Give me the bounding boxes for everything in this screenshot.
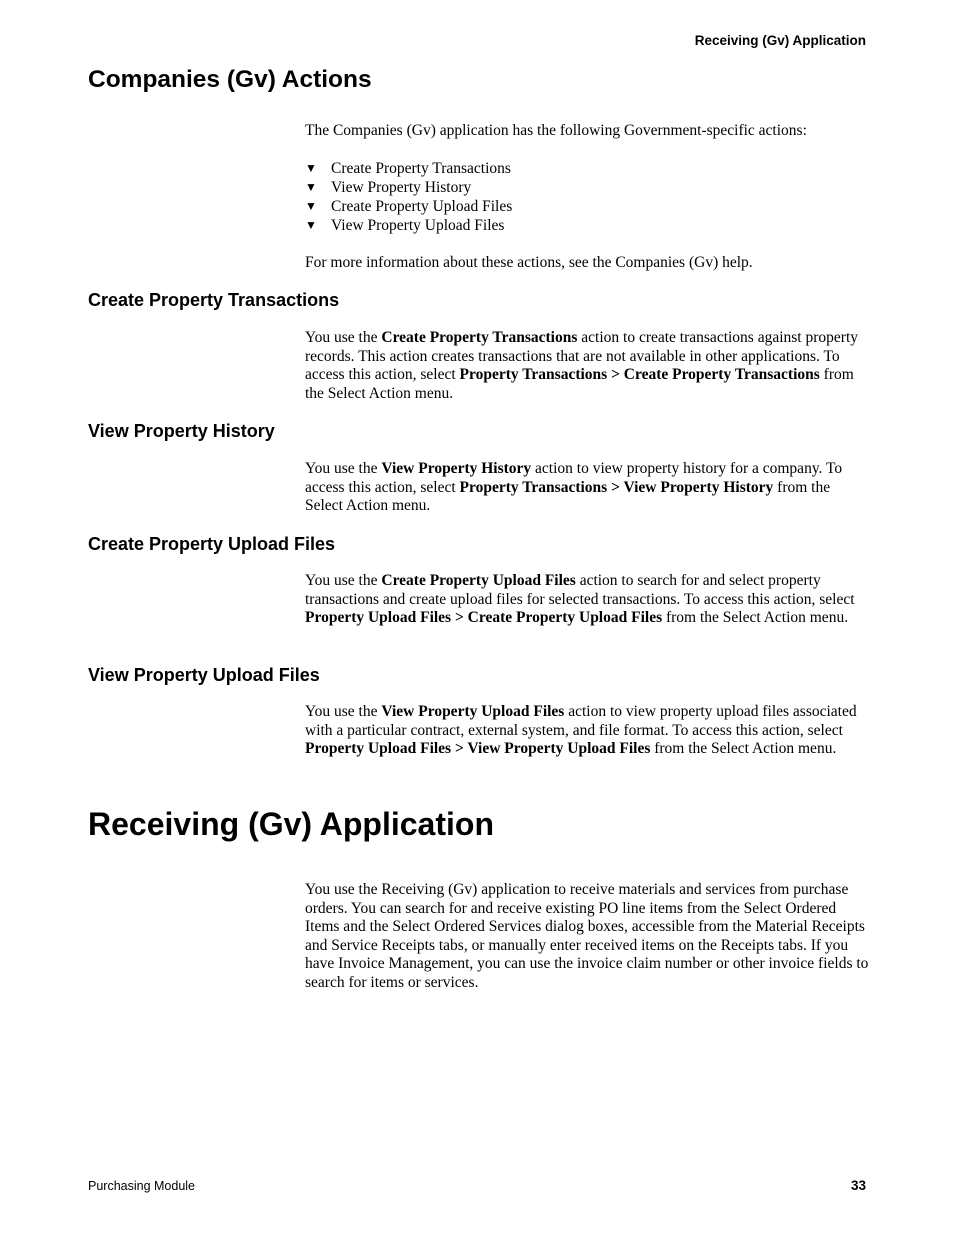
triangle-bullet-icon: ▼	[305, 199, 317, 213]
section-title-companies-actions: Companies (Gv) Actions	[88, 66, 372, 93]
list-item	[305, 178, 512, 197]
list-item	[305, 197, 512, 216]
running-header: Receiving (Gv) Application	[694, 33, 866, 48]
actions-bullet-list	[305, 159, 512, 235]
footer-module-name: Purchasing Module	[88, 1179, 196, 1193]
list-item	[305, 216, 512, 235]
create-transactions-paragraph: You use the Create Property Transactions action to create transactions against property records. This action creates transactions that are not available in other applications. To access this action, select Property Transactions > Create Property Transactions from the Select Action menu.	[305, 329, 859, 402]
receiving-paragraph: You use the Receiving (Gv) application to receive materials and services from purchase orders. You can search for and receive existing PO line items from the Select Ordered Items and the Select Ordered Services dialog boxes, accessible from the Material Receipts and Service Receipts tabs, or manually enter received items on the Receipts tabs. If you have Invoice Management, you can use the invoice claim number or other invoice fields to search for items or services.	[305, 881, 869, 991]
list-item	[305, 159, 512, 178]
list-item-text: View Property Upload Files	[331, 217, 505, 234]
triangle-bullet-icon: ▼	[305, 180, 317, 194]
triangle-bullet-icon: ▼	[305, 161, 317, 175]
intro-paragraph: The Companies (Gv) application has the following Government-specific actions:	[305, 122, 807, 139]
heading-view-property-history: View Property History	[88, 421, 275, 441]
heading-view-property-upload-files: View Property Upload Files	[88, 665, 320, 685]
outro-paragraph: For more information about these actions, see the Companies (Gv) help.	[305, 254, 753, 271]
view-history-paragraph: You use the View Property History action to view property history for a company. To access this action, select Property Transactions > View Property History from the Select Action menu.	[305, 460, 843, 515]
footer-page-number: 33	[850, 1178, 866, 1193]
chapter-title-receiving: Receiving (Gv) Application	[88, 806, 494, 842]
triangle-bullet-icon: ▼	[305, 218, 317, 232]
list-item-text: Create Property Transactions	[331, 160, 511, 177]
view-upload-paragraph: You use the View Property Upload Files action to view property upload files associated with a particular contract, external system, and file format. To access this action, select Property Upload Files > View Property Upload Files from the Select Action menu.	[305, 703, 857, 758]
heading-create-property-transactions: Create Property Transactions	[88, 290, 340, 310]
create-upload-paragraph: You use the Create Property Upload Files action to search for and select property transactions and create upload files for selected transactions. To access this action, select Property Upload Files > Create Property Upload Files from the Select Action menu.	[305, 572, 855, 627]
list-item-text: Create Property Upload Files	[331, 198, 513, 215]
heading-create-property-upload-files: Create Property Upload Files	[88, 534, 336, 554]
list-item-text: View Property History	[331, 179, 472, 196]
